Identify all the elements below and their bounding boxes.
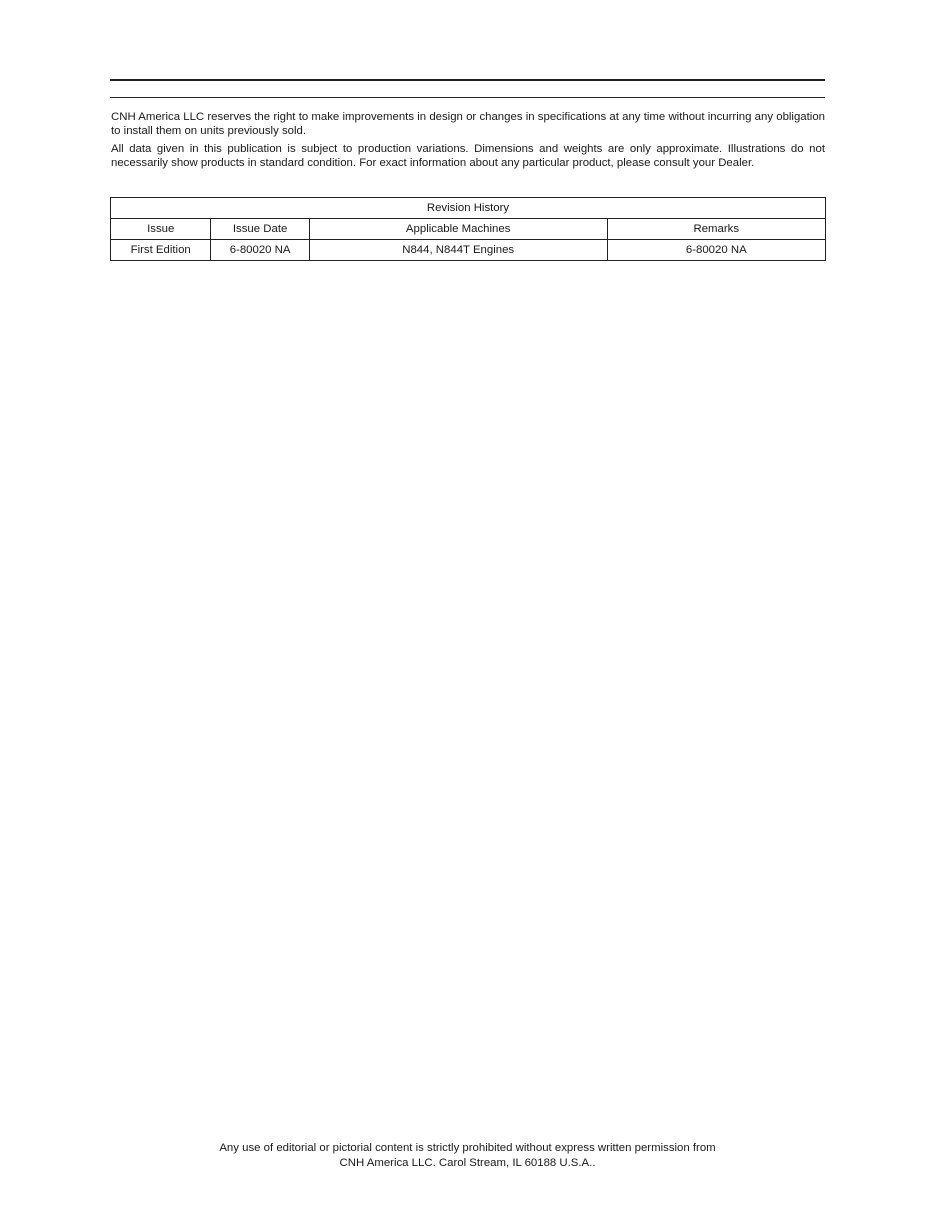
revision-history-table — [110, 197, 826, 261]
top-rule — [110, 79, 825, 81]
footer-address-line: CNH America LLC. Carol Stream, IL 60188 U.S.A.. — [339, 1157, 596, 1169]
cell-applicable-machines: N844, N844T Engines — [309, 240, 607, 261]
header-issue-date: Issue Date — [211, 219, 309, 240]
header-applicable-machines: Applicable Machines — [309, 219, 607, 240]
cell-issue: First Edition — [111, 240, 211, 261]
rights-notice: CNH America LLC reserves the right to make improvements in design or changes in specifications at any time without incurring any obligation to install them on units previously sold. — [111, 111, 825, 137]
header-remarks: Remarks — [607, 219, 825, 240]
data-disclaimer: All data given in this publication is subject to production variations. Dimensions and weights are only approximate. Illustrations do not necessarily show products in standard condition. For exact information about any particular product, please consult your Dealer. — [111, 143, 825, 169]
cell-remarks: 6-80020 NA — [607, 240, 825, 261]
table-title: Revision History — [111, 198, 826, 219]
table-header-row — [111, 219, 826, 240]
footer-copyright-line: Any use of editorial or pictorial content is strictly prohibited without express written permission from — [219, 1142, 716, 1154]
header-issue: Issue — [111, 219, 211, 240]
table-row — [111, 240, 826, 261]
second-rule — [110, 97, 825, 98]
table-title-row — [111, 198, 826, 219]
cell-issue-date: 6-80020 NA — [211, 240, 309, 261]
